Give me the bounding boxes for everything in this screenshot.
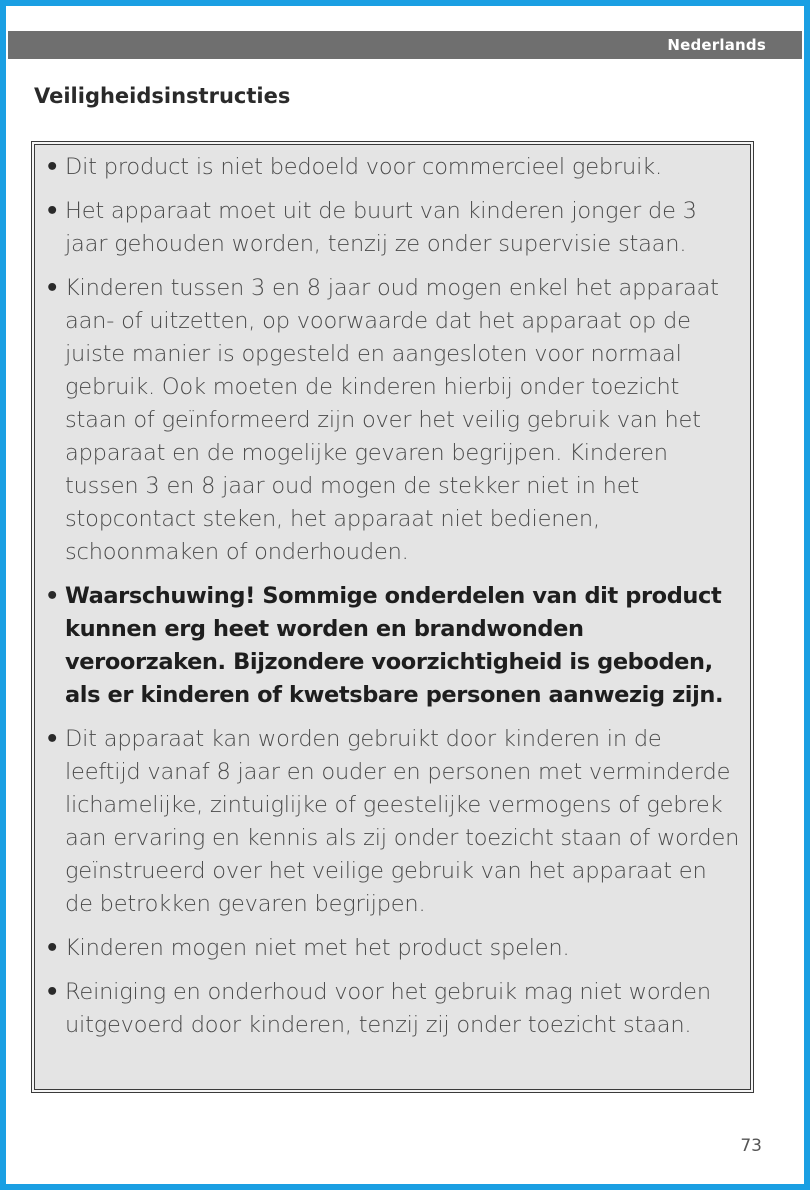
notice-text: Reiniging en onderhoud voor het gebruik mag niet worden uitgevoerd door kinderen, tenzij zij onder toezicht staan. [65, 979, 711, 1038]
page-number: 73 [740, 1136, 762, 1156]
language-header-bar [8, 31, 802, 59]
notice-text: Kinderen tussen 3 en 8 jaar oud mogen enkel het apparaat aan- of uitzetten, op voorwaarde dat het apparaat op de juiste manier is opgesteld en aangesloten voor normaal gebruik. Ook moeten de kinderen hierbij onder toezicht staan of geïnformeerd zijn over het veilig gebruik van het apparaat en de mogelijke gevaren begrijpen. Kinderen tussen 3 en 8 jaar oud mogen de stekker niet in het stopcontact steken, het apparaat niet bedienen, schoonmaken of onderhouden. [65, 275, 719, 565]
safety-notice-item [43, 272, 740, 569]
notice-text: Kinderen mogen niet met het product spelen. [65, 935, 570, 961]
notice-text: Het apparaat moet uit de buurt van kinderen jonger de 3 jaar gehouden worden, tenzij ze onder supervisie staan. [65, 198, 697, 257]
safety-warning-item [43, 580, 740, 712]
bullet-icon: • [45, 935, 60, 961]
safety-notice-item [43, 195, 740, 261]
bullet-icon: • [45, 979, 60, 1005]
bullet-icon: • [45, 154, 60, 180]
safety-notice-item [43, 976, 740, 1042]
bullet-icon: • [45, 583, 59, 609]
bullet-icon: • [45, 198, 60, 224]
notice-text: Dit apparaat kan worden gebruikt door kinderen in de leeftijd vanaf 8 jaar en ouder en personen met verminderde lichamelijke, zintuiglijke of geestelijke vermogens of gebrek aan ervaring en kennis als zij onder toezicht staan of worden geïnstrueerd over het veilige gebruik van het apparaat en de betrokken gevaren begrijpen. [65, 726, 740, 917]
bullet-icon: • [45, 275, 60, 301]
bullet-icon: • [45, 726, 60, 752]
safety-notice-item [43, 151, 740, 184]
safety-notice-item [43, 932, 740, 965]
safety-notice-box [34, 144, 751, 1090]
warning-text: Waarschuwing! Sommige onderdelen van dit product kunnen erg heet worden en brandwonden veroorzaken. Bijzondere voorzichtigheid is geboden, als er kinderen of kwetsbare personen aanwezig zijn. [65, 583, 724, 708]
section-title: Veiligheidsinstructies [34, 84, 291, 108]
safety-notice-item [43, 723, 740, 921]
safety-notice-list [35, 145, 750, 1042]
notice-text: Dit product is niet bedoeld voor commercieel gebruik. [65, 154, 662, 180]
language-label: Nederlands [667, 36, 766, 54]
